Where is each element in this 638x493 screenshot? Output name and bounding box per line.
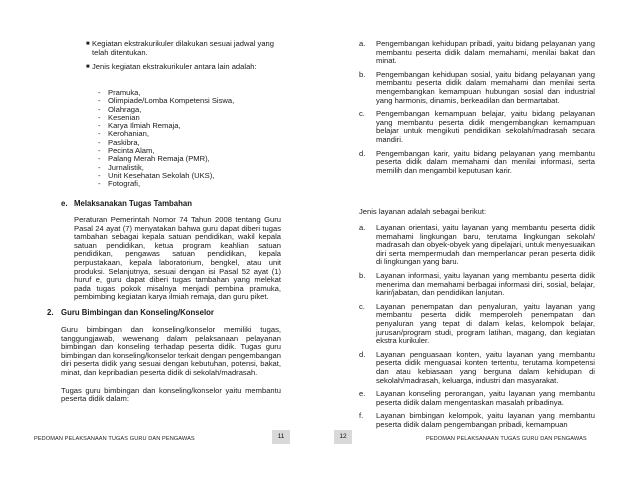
activity-text: Kesenian [108,112,140,122]
dash-marker: - [98,112,101,122]
activity-text: Kerohanian, [108,129,149,139]
bidang-item [359,71,595,105]
section-2-paragraph: Tugas guru bimbingan dan konseling/konselor yaitu membantu peserta didik dalam: [61,385,281,404]
page-footer: PEDOMAN PELAKSANAAN TUGAS GURU DAN PENGAWAS [34,436,195,442]
dash-marker: - [98,104,101,114]
bullet-text: Jenis kegiatan ekstrakurikuler antara lain adalah: [92,62,257,72]
right-page [319,0,638,493]
page-number: 11 [272,430,290,444]
dash-marker: - [98,137,101,147]
section-e [61,199,281,302]
dash-marker: - [98,129,101,139]
layanan-item-label: b. [359,270,366,280]
bidang-item [359,110,595,144]
layanan-item-text: Layanan bimbingan kelompok, yaitu layanan yang membantu peserta didik dalam pengembangan pribadi, kemampuan [376,411,595,429]
section-2-paragraph: Guru bimbingan dan konseling/konselor memiliki tugas, tanggungjawab, wewenang dalam pelaksanaan pelayanan bimbingan dan konseling terhadap peserta didik. Tugas guru bimbingan dan konseling/konselor terkait dengan pengembangan diri peserta didik yang sesuai dengan kebutuhan, potensi, bakat, minat, dan kepribadian peserta didik di sekolah/madrasah. [61,325,281,377]
dash-marker: - [98,179,101,189]
bullet-item [86,63,274,72]
bidang-item-text: Pengembangan kemampuan belajar, yaitu bidang pelayanan yang membantu peserta didik mengembangkan kemampuan belajar untuk mengikuti pendidikan sekolah/madrasah secara mandiri. [376,109,595,144]
dash-marker: - [98,162,101,172]
layanan-item [359,351,595,385]
section-e-label: e. [61,199,68,208]
activity-text: Fotografi, [108,179,141,189]
section-e-heading [61,199,281,208]
bullet-text: Kegiatan ekstrakurikuler dilakukan sesuai jadwal yang telah ditentukan. [92,39,274,57]
layanan-item-text: Layanan penempatan dan penyaluran, yaitu layanan yang membantu peserta didik memperoleh penempatan dan penyaluran yang tepat di dalam kelas, kelompok belajar, jurusan/program studi, program latihan, magang, dan kegiatan ekstra kurikuler. [376,301,595,346]
section-2 [47,308,281,404]
activity-list [98,89,268,189]
activity-text: Pramuka, [108,88,141,97]
layanan-item [359,412,595,429]
layanan-list [359,224,595,434]
activity-text: Palang Merah Remaja (PMR), [108,154,210,164]
page-number: 12 [334,430,352,444]
activity-item [98,180,268,188]
bidang-item-text: Pengembangan karir, yaitu bidang pelayanan yang membantu peserta didik dalam memahami dan menilai informasi, serta memilih dan mengambil keputusan karir. [376,148,595,175]
dash-marker: - [98,96,101,106]
dash-marker: - [98,154,101,164]
layanan-item-text: Layanan orientasi, yaitu layanan yang membantu peserta didik memahami lingkungan baru, terutama lingkungan sekolah/ madrasah dan obyek-obyek yang dipelajari, untuk menyesuaikan diri serta mempermudah dan memperlancar peran peserta didik di lingkungan yang baru. [376,223,595,267]
dash-marker: - [98,170,101,180]
bidang-item-text: Pengembangan kehidupan pribadi, yaitu bidang pelayanan yang membantu peserta didik dalam memahami, menilai bakat dan minat. [376,39,595,66]
activity-text: Paskibra, [108,137,140,147]
bidang-item [359,150,595,176]
layanan-item [359,390,595,407]
bidang-list [359,40,595,180]
dash-marker: - [98,146,101,156]
dash-marker: - [98,88,101,97]
activity-text: Unit Kesehatan Sekolah (UKS), [108,170,215,180]
layanan-item-label: e. [359,389,366,399]
activity-text: Karya Ilmiah Remaja, [108,121,181,131]
section-2-heading [47,308,281,317]
section-e-title: Melaksanakan Tugas Tambahan [74,199,193,208]
extracurricular-bullets [86,40,274,72]
layanan-item [359,303,595,346]
section-2-title: Guru Bimbingan dan Konseling/Konselor [61,308,214,317]
layanan-item [359,272,595,298]
dash-marker: - [98,121,101,131]
jenis-layanan-intro: Jenis layanan adalah sebagai berikut: [359,207,487,216]
layanan-item-text: Layanan penguasaan konten, yaitu layanan yang membantu peserta didik menguasai konten tertentu, terutama kompetensi dan atau kebiasaan yang berguna dalam kehidupan di sekolah/madrasah, keluarga, industri dan masyarakat. [376,349,595,385]
layanan-item-label: c. [359,301,365,311]
layanan-item-label: a. [359,223,366,232]
section-2-label: 2. [47,308,54,317]
activity-text: Olahraga, [108,104,142,114]
bidang-item-label: d. [359,148,366,158]
bullet-item [86,40,274,57]
activity-text: Olimpiade/Lomba Kompetensi Siswa, [108,96,235,106]
bidang-item [359,40,595,66]
section-e-text: Peraturan Pemerintah Nomor 74 Tahun 2008 tentang Guru Pasal 24 ayat (7) menyatakan bahwa guru dapat diberi tugas tambahan sebagai kepala satuan pendidikan, wakil kepala satuan pendidikan, ketua program keahlian satuan pendidikan, pengawas satuan pendidikan, kepala perpustakaan, kepala laboratorium, bengkel, atau unit produksi. Selanjutnya, sesuai dengan isi Pasal 52 ayat (1) huruf e, guru dapat diberi tugas tambahan yang melekat pada tugas pokok misalnya menjadi pembina pramuka, pembimbing kegiatan karya ilmiah remaja, dan guru piket. [74,215,281,302]
layanan-item-text: Layanan konseling perorangan, yaitu layanan yang membantu peserta didik dalam mengentaskan masalah pribadinya. [376,389,595,407]
bidang-item-label: a. [359,39,366,48]
page-footer: PEDOMAN PELAKSANAAN TUGAS GURU DAN PENGAWAS [426,436,587,442]
square-bullet-icon: ■ [86,64,90,71]
square-bullet-icon: ■ [86,41,90,47]
activity-text: Pecinta Alam, [108,146,155,156]
activity-text: Jurnalistik, [108,162,144,172]
layanan-item [359,224,595,267]
layanan-item-text: Layanan informasi, yaitu layanan yang membantu peserta didik menerima dan memahami berbagai informasi diri, sosial, belajar, karir/jabatan, dan pendidikan lanjutan. [376,270,595,298]
bidang-item-label: c. [359,109,365,119]
bidang-item-label: b. [359,69,366,79]
bidang-item-text: Pengembangan kehidupan sosial, yaitu bidang pelayanan yang membantu peserta didik dalam memahami dan menilai serta mengembangkan kemampuan hubungan sosial dan industrial yang harmonis, dinamis, berkeadilan dan bermartabat. [376,69,595,105]
layanan-item-label: f. [359,411,364,421]
layanan-item-label: d. [359,349,366,359]
